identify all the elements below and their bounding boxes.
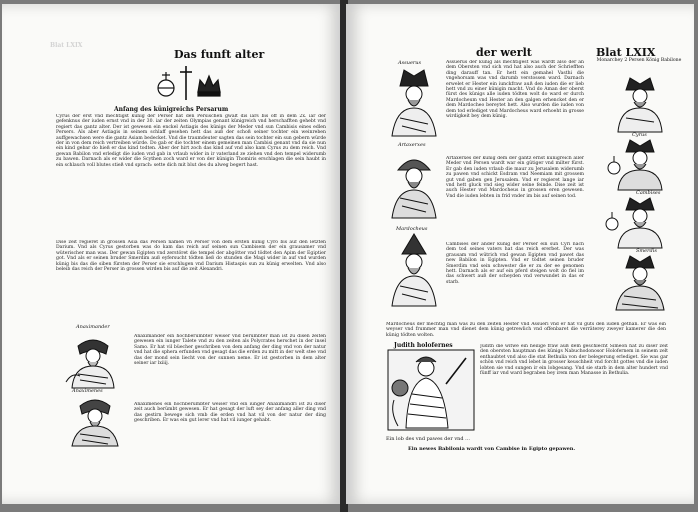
column-text-4-content: Mardocheus der mechtig man was zu den zeiten Hester vnd Assueri vnd er hat vil guts den iuden gethan. Er was ein weyser vnd frummer man vnd dienet dem künig getrewlich vnd offenbaret die verräterey zweyer kamerer die den künig tödten wolten. xyxy=(386,322,666,338)
text-block-2 xyxy=(56,240,326,320)
left-page xyxy=(2,4,342,504)
right-page-header: der werlt xyxy=(476,46,532,59)
anaximenes-woodcut xyxy=(62,394,128,448)
column-text-5-content: Judith die witwe ein heilige fraw auß dem geschlecht Simeon hat zu diser zeit den obersten hauptman des künigs Nabuchodonosor Holofernem in seinem zelt enthaubtet vnd also die stat Bethulia von der belegerung erlediget. Sie was gar schön vnd reich vnd lebet in grosser keuschheit vnd forcht gottes vnd die iuden lobten sie vnd sungen ir ein lobgesang. Vnd sie starb in dem alter hundert vnd fünff iar vnd ward begraben bey irem man Manasse in Bethulia. xyxy=(480,344,668,377)
figure-1-text-content: Anaximander ein hochberümbter weiser vnd berümbter man ist zu disen zeiten gewesen ein iunger Talete vnd zu den zeiten als Polycrates herschet in der insel Samo. Er hat vil büecher geschriben von dem anfang der ding vnd von der natur vnd hat die sphera erfunden vnd gesagt das die erden zu mitt in der welt stee vnd das der mond sein liecht von der sunnen neme. Er ist gestorben in dem alter seiner iar lxiiij. xyxy=(134,334,326,367)
bottom-caption-2: Ein newes Babilonia wardt von Cambise in Egipto gepawen. xyxy=(408,446,576,452)
column-text-1 xyxy=(446,60,584,152)
column-text-3 xyxy=(446,242,584,318)
portrait-label-2: Artaxerxes xyxy=(398,142,426,148)
column-text-2-content: Artaxerxes der künig dem der gantz ernst künigreich aller Meder vnd Persen wardt war ein gütiger vnd milter fürst. Er gab den iuden vrlaub die maur zu Jerusalem widerumb zu pawen vnd schickt Esdram vnd Neemiam mit grossem gut vnd gaben gen Jerusalem. Vnd er regieret lange iar vnd hett gluck vnd sieg wider seine feinde. Dise zeit ist auch Hester vnd Mardocheus in grossen eren gewesen. Vnd die iuden lebten in frid vnder im bis auf seinen tod. xyxy=(446,156,584,199)
anaximander-woodcut xyxy=(58,332,128,390)
figure-2-label: Anaximenes xyxy=(72,388,103,394)
cyrus-label: Cyrus xyxy=(632,132,647,138)
folio-number: Blat LXIX xyxy=(596,46,656,59)
monarchy-box: Monarchey 2 Persen König Babilone xyxy=(596,58,682,63)
emblem-woodcut xyxy=(152,62,224,104)
figure-2-text-content: Anaximenes ein hochberümbter weiser vnd ein iunger Anaximandri ist zu diser zeit auch berümbt gewesen. Er hat gesagt der luft sey der anfang aller ding vnd das gestirn bewege sich vmb die erden vnd hat vil von der natur der ding geschriben. Er was ein gut lerer vnd hat vil iunger gehabt. xyxy=(134,402,326,424)
bleedthrough-text: Blat LXIX xyxy=(50,42,83,49)
column-text-5 xyxy=(480,344,668,438)
figure-2-text xyxy=(134,402,326,442)
cyrus-woodcut xyxy=(600,74,680,134)
column-text-4 xyxy=(386,322,666,340)
cambises-woodcut xyxy=(600,138,680,192)
figure-1-text xyxy=(134,334,326,394)
smerdis-woodcut xyxy=(600,196,680,250)
column-text-2 xyxy=(446,156,584,238)
judith-caption: Judith holofernes xyxy=(394,342,453,349)
text-block-1 xyxy=(56,114,326,236)
text-block-2-content: Dise zeit regieret in grossen Asia das Persen namen vn Perser von dem ersten künig Cyro bis auf den letzten Darium. Vnd als Cyrus gestorben was do kam das reich auf seinen sun Cambisem der ein grausamer vnd wüterischer man was. Der gewan Egipten vnd zerstöret die tempel der abgötter vnd tödtet den Apim der Egiptier got. Vnd als er seinen bruder Smerdim auß eyfersucht tödten ließ do stunden die Magi wider in auf vnd wurden künig bis das die siben fürsten der Perser sie erschlugen vnd Darium Histaspis sun zu künig erwelten. Vnd also beleib das reich der Perser in grossen wirden bis auf die zeit Alexandri. xyxy=(56,240,326,273)
text-block-1-content: Cyrus der erst vnd mechtigst künig der Perser hat den Persischen gwalt dis iars bis off in dem 2x. iar der gefenknus der iuden ernst vnd in der 30. iar der zeiten Olympias genant künigreich vnd herschafften gehebt vnd regiert das gantz alter. Der ist gewesen ein enckel Astiagis des künigs der Meder vnd sun Cambisis eines edlen Persers. Als aber Astiagis in seinem schlaff gesehen hett das auß der schoß seiner tochter ein weinreben auffgewachsen were die gantz Asiam bedecket. Vnd die traumdeuter sagten das sein tochter ein sun gebern würde der in von dem reich vertreiben würde. Do gab er die tochter einem gemeinen man Cambisi genant vnd da sie nun ein kind gebar do hieß er das kind todten. Aber der hirt zoch das kind auf vnd also kam Cyrus zu dem reich. Vnd gewan Babilon vnd erledigt die iuden vnd gab in vrlaub wider in ir vaterland ze ziehen vnd den tempel widerumb zu bawen. Darnach als er wider die Scythen zoch ward er von der künigin Thomiris erschlagen die sein haubt in ein schlauch voll blutes stieß vnd sprach: sette dich mit blut des du alweg begert hast. xyxy=(56,114,326,168)
bottom-caption-1: Ein lob des vnd pawes der vnd ... xyxy=(386,436,470,442)
darius-woodcut xyxy=(600,254,680,312)
figure-1-label: Anaximander xyxy=(76,324,110,330)
section-subtitle: Anfang des künigreichs Persarum xyxy=(114,106,229,113)
artaxerxes-woodcut xyxy=(386,148,442,220)
left-page-header: Das funft alter xyxy=(174,48,265,61)
portrait-label-3: Mardocheus xyxy=(396,226,428,232)
column-text-3-content: Cambises der ander künig der Perser ein sun Cyri nach dem tod seines vaters hat das reich ererbet. Der was grausam vnd wütrich vnd gewan Egipten vnd pawet das new Babilon in Egipten. Vnd er tödtet seinen bruder Smerdim vnd sein schwester die er zu der ee genomen hett. Darnach als er auf ein pferd steigen wolt do fiel im das schwert auß der scheyden vnd verwundet in das er starb. xyxy=(446,242,584,285)
mardocheus-woodcut xyxy=(386,232,442,308)
smerdis-label: Smerdis xyxy=(636,248,657,254)
cambises-label: Cambises xyxy=(636,190,661,196)
portrait-label-1: Assuerus xyxy=(398,60,422,66)
column-text-1-content: Assuerus der künig als mechtigest was wardt also der an dem Obersten vnd sich vnd hat also auch der Schriefften ding darauff tan. Er hett ein gemahel Vasthi die vngehorsam was vnd darumb verstossen ward. Darnach erwelet er Hester ein iunckfraw auß den iuden die er lieb hett vnd zu einer künigin macht. Vnd do Aman der oberst fürst des künigs alle iuden tödten wolt do ward er durch Mardocheum vnd Hester an den galgen erhencket den er dem Mardocheo bereytet hett. Also wurden die iuden von dem tod erlediget vnd Mardocheus ward erhoeht in grosse wirdigkeit bey dem künig. xyxy=(446,60,584,120)
assuerus-woodcut xyxy=(386,66,442,138)
judith-holofernes-woodcut xyxy=(386,348,476,432)
right-page xyxy=(346,4,694,504)
